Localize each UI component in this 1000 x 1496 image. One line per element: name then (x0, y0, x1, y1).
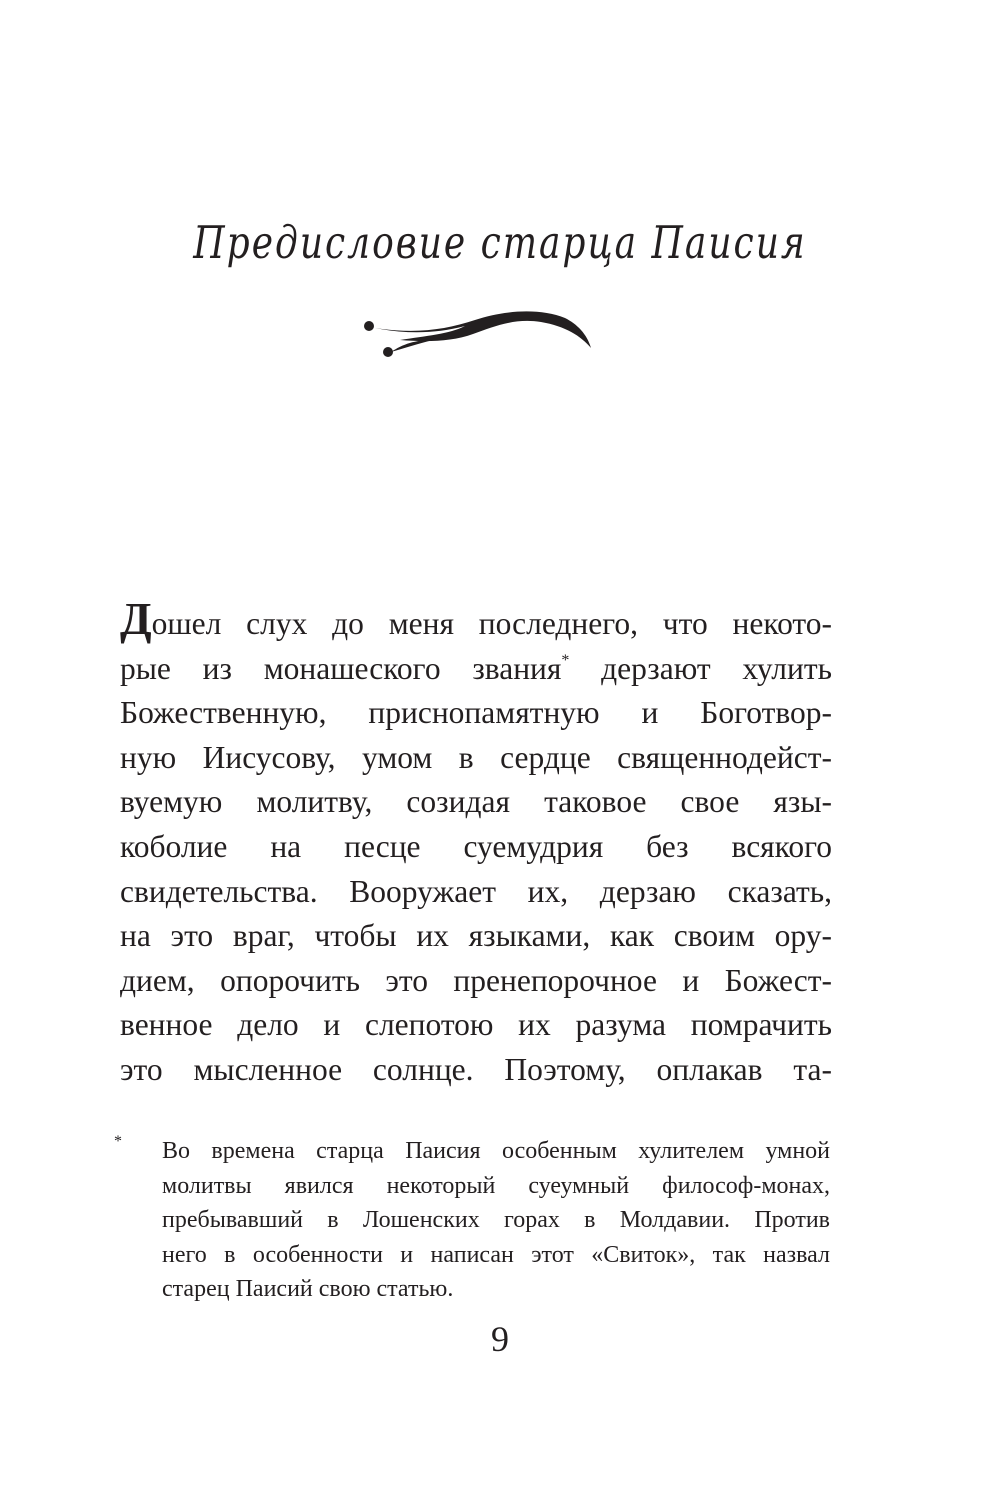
footnote-line-3: пребывавший в Лошенских горах в Молдавии. Против (162, 1207, 830, 1234)
footnote-line-2: молитвы явился некоторый суеумный философ-монах, (162, 1172, 830, 1199)
footnote-reference: * (561, 651, 570, 669)
body-line-7: свидетельства. Вооружает их, дерзаю сказать, (120, 873, 832, 909)
chapter-title: Предисловие старца Паисия (193, 218, 807, 270)
body-line-8: на это враг, чтобы их языками, как своим ору- (120, 918, 832, 954)
body-line-9: дием, опорочить это пренепорочное и Божест- (120, 962, 832, 998)
body-line-3: Божественную, приснопамятную и Боготвор- (120, 695, 832, 731)
main-paragraph (120, 593, 832, 1093)
footnote-marker: * (114, 1133, 122, 1150)
body-line-6: коболие на песце суемудрия без всякого (120, 828, 832, 864)
body-line-11: это мысленное солнце. Поэтому, оплакав та- (120, 1051, 832, 1087)
body-line-5: вуемую молитву, созидая таковое свое язы- (120, 784, 832, 820)
footnote-line-4: него в особенности и написан этот «Свиток», так назвал (162, 1241, 830, 1268)
dropcap-letter: Д (120, 593, 152, 644)
footnote-text (162, 1134, 830, 1307)
body-line-1: Дошел слух до меня последнего, что некото- (120, 593, 832, 644)
page-number: 9 (491, 1319, 509, 1359)
ornament-flourish-icon (355, 300, 595, 370)
footnote-line-5: старец Паисий свою статью. (162, 1276, 454, 1303)
footnote-line-1: Во времена старца Паисия особенным хулителем умной (162, 1138, 830, 1164)
body-line-4: ную Иисусову, умом в сердце священнодейст- (120, 739, 832, 775)
body-line-2: рые из монашеского звания* дерзают хулить (120, 650, 832, 686)
body-line-10: венное дело и слепотою их разума помрачить (120, 1007, 832, 1043)
